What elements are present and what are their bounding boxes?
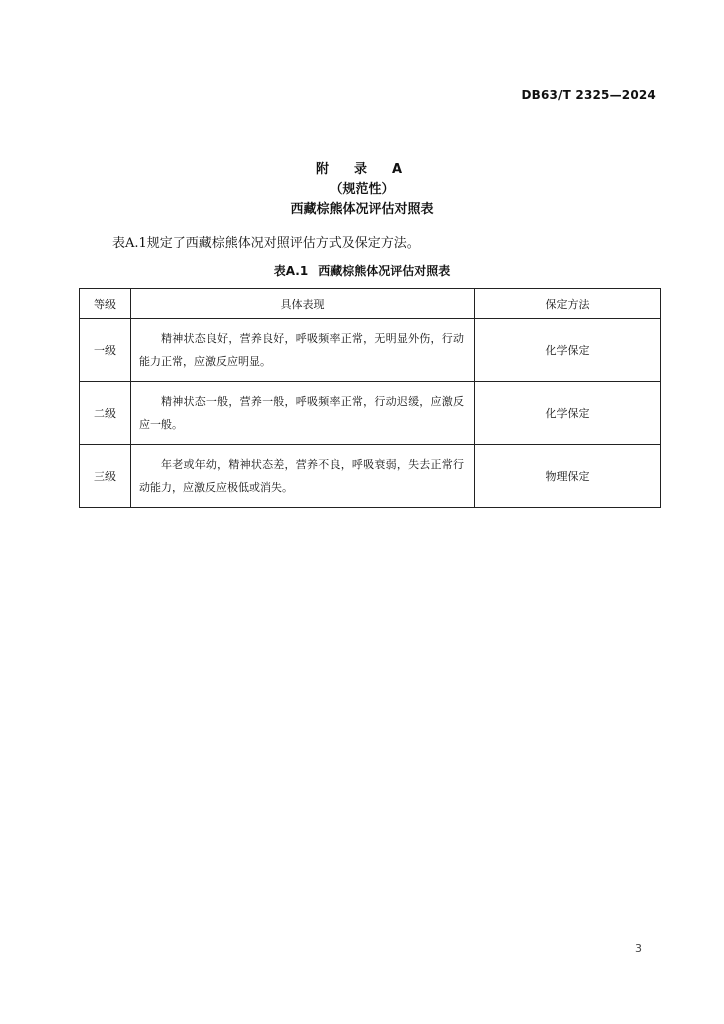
description-cell: 精神状态一般，营养一般，呼吸频率正常，行动迟缓，应激反应一般。	[131, 382, 475, 445]
method-cell: 化学保定	[475, 382, 661, 445]
header-description: 具体表现	[131, 289, 475, 319]
table-caption	[0, 262, 724, 279]
header-method: 保定方法	[475, 289, 661, 319]
table-row	[80, 319, 661, 382]
table-row	[80, 445, 661, 508]
intro-paragraph: 表A.1规定了西藏棕熊体况对照评估方式及保定方法。	[112, 236, 420, 251]
header-grade: 等级	[80, 289, 131, 319]
body-condition-table	[79, 288, 661, 508]
document-code: DB63/T 2325—2024	[521, 88, 656, 102]
appendix-title: 附 录 A	[315, 162, 409, 177]
appendix-nature: （规范性）	[329, 182, 395, 197]
appendix-subject: 西藏棕熊体况评估对照表	[290, 202, 434, 217]
description-cell: 精神状态良好，营养良好，呼吸频率正常，无明显外伤，行动能力正常，应激反应明显。	[131, 319, 475, 382]
grade-cell: 二级	[80, 382, 131, 445]
table-caption-title: 西藏棕熊体况评估对照表	[318, 264, 451, 278]
table-header-row	[80, 289, 661, 319]
table-caption-number: 表A.1	[273, 264, 309, 278]
description-cell: 年老或年幼，精神状态差，营养不良，呼吸衰弱，失去正常行动能力，应激反应极低或消失。	[131, 445, 475, 508]
page-number: 3	[635, 942, 642, 955]
grade-cell: 三级	[80, 445, 131, 508]
table-row	[80, 382, 661, 445]
method-cell: 化学保定	[475, 319, 661, 382]
method-cell: 物理保定	[475, 445, 661, 508]
grade-cell: 一级	[80, 319, 131, 382]
